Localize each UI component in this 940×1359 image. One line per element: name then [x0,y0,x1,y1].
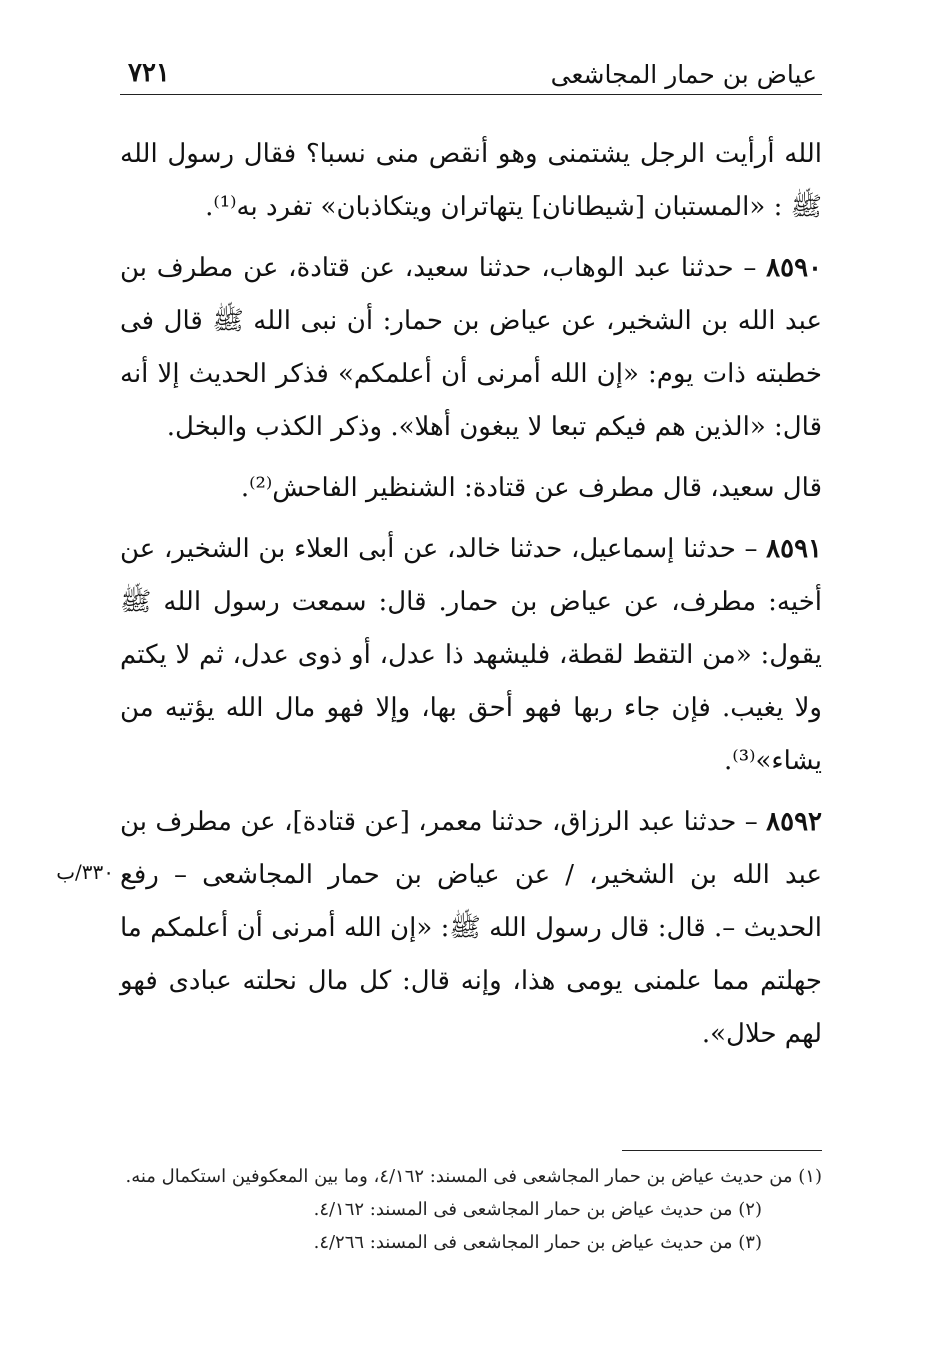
paragraph-text: قال سعيد، قال مطرف عن قتادة: الشنظير الفاحش⁽²⁾. [240,473,822,503]
paragraph-text: الله أرأيت الرجل يشتمنى وهو أنقص منى نسبا؟ فقال رسول الله ﷺ : «المستبان [شيطانان] يتهاتران ويتكاذبان» تفرد به⁽¹⁾. [120,139,822,222]
hadith-8590 [120,242,822,454]
hadith-text: – حدثنا إسماعيل، حدثنا خالد، عن أبى العلاء بن الشخير، عن أخيه: مطرف، عن عياض بن حمار. قال: سمعت رسول الله ﷺ يقول: «من التقط لقطة، فليشهد ذا عدل، أو ذوى عدل، ثم لا يكتم ولا يغيب. فإن جاء ربها فهو أحق بها، وإلا فهو مال الله يؤتيه من يشاء»⁽³⁾. [120,534,822,776]
hadith-8591 [120,523,822,788]
paragraph-commentary [120,462,822,515]
footnote-2: (٢) من حديث عياض بن حمار المجاشعى فى المسند: ٤/١٦٢. [313,1199,762,1220]
header-title: عياض بن حمار المجاشعى [550,60,817,89]
hadith-text: – حدثنا عبد الوهاب، حدثنا سعيد، عن قتادة، عن مطرف بن عبد الله بن الشخير، عن عياض بن حمار: أن نبى الله ﷺ قال فى خطبته ذات يوم: «إن الله أمرنى أن أعلمكم» فذكر الحديث إلا أنه قال: «الذين هم فيكم تبعا لا يبغون أهلا». وذكر الكذب والبخل. [120,253,822,442]
footnote-3: (٣) من حديث عياض بن حمار المجاشعى فى المسند: ٤/٢٦٦. [313,1232,762,1253]
hadith-number: ٨٥٩٢ [766,807,822,837]
paragraph-continuation [120,128,822,234]
page-number: ٧٢١ [128,58,170,88]
footnotes [120,1160,822,1259]
footnote-1: (١) من حديث عياض بن حمار المجاشعى فى المسند: ٤/١٦٢، وما بين المعكوفين استكمال منه. [125,1166,822,1187]
manuscript-folio-note: ٣٣٠/ب [56,860,114,884]
footnote-divider [622,1150,822,1151]
hadith-number: ٨٥٩٠ [766,253,822,283]
running-header [120,54,822,95]
hadith-text: – حدثنا عبد الرزاق، حدثنا معمر، [عن قتادة]، عن مطرف بن عبد الله بن الشخير، / عن عياض بن حمار المجاشعى – رفع الحديث –. قال: قال رسول الله ﷺ: «إن الله أمرنى أن أعلمكم ما جهلتم مما علمنى يومى هذا، وإنه قال: كل مال نحلته عبادى فهو لهم حلال». [120,807,822,1049]
hadith-8592 [120,796,822,1061]
main-text [120,128,822,1069]
hadith-number: ٨٥٩١ [766,534,823,564]
